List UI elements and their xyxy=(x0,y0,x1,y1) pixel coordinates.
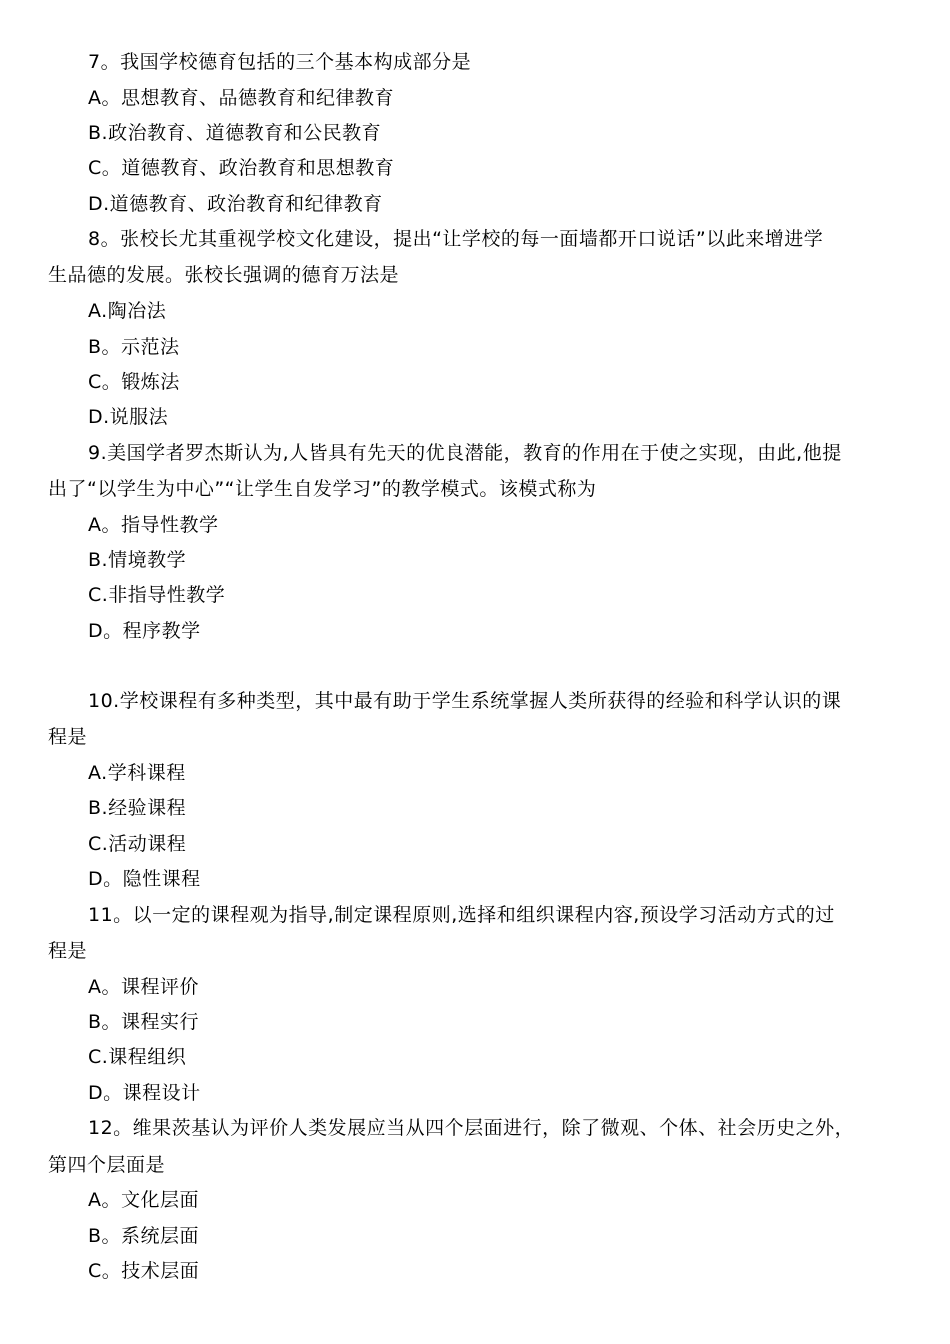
question-7-option-c: C。道德教育、政治教育和思想教育 xyxy=(88,157,395,179)
question-8-option-c: C。锻炼法 xyxy=(88,371,180,393)
question-10-option-d: D。隐性课程 xyxy=(88,868,201,890)
question-12-option-a: A。文化层面 xyxy=(88,1189,199,1211)
question-10-option-a: A.学科课程 xyxy=(88,762,186,784)
question-11-stem: 11。以一定的课程观为指导,制定课程原则,选择和组织课程内容,预设学习活动方式的过 xyxy=(88,904,835,926)
question-7-stem: 7。我国学校德育包括的三个基本构成部分是 xyxy=(88,51,472,73)
question-9-option-b: B.情境教学 xyxy=(88,549,187,571)
question-10-option-c: C.活动课程 xyxy=(88,833,187,855)
question-9-stem: 9.美国学者罗杰斯认为,人皆具有先天的优良潜能，教育的作用在于使之实现，由此,他提 xyxy=(88,442,842,464)
question-8-option-a: A.陶冶法 xyxy=(88,300,167,322)
question-8-stem-continued: 生品德的发展。张校长强调的德育万法是 xyxy=(48,264,400,286)
question-10-stem: 10.学校课程有多种类型，其中最有助于学生系统掌握人类所获得的经验和科学认识的课 xyxy=(88,690,842,712)
question-7-option-a: A。思想教育、品德教育和纪律教育 xyxy=(88,87,394,109)
question-9-option-c: C.非指导性教学 xyxy=(88,584,226,606)
question-7-option-b: B.政治教育、道德教育和公民教育 xyxy=(88,122,382,144)
question-12-option-c: C。技术层面 xyxy=(88,1260,200,1282)
question-10-stem-continued: 程是 xyxy=(48,726,88,748)
question-11-stem-continued: 程是 xyxy=(48,940,88,962)
question-11-option-d: D。课程设计 xyxy=(88,1082,201,1104)
question-12-stem: 12。维果茨基认为评价人类发展应当从四个层面进行，除了微观、个体、社会历史之外， xyxy=(88,1117,855,1139)
question-9-option-d: D。程序教学 xyxy=(88,620,201,642)
question-12-stem-continued: 第四个层面是 xyxy=(48,1154,166,1176)
question-12-option-b: B。系统层面 xyxy=(88,1225,200,1247)
question-11-option-c: C.课程组织 xyxy=(88,1046,187,1068)
question-11-option-a: A。课程评价 xyxy=(88,976,199,998)
question-8-option-b: B。示范法 xyxy=(88,336,180,358)
question-8-option-d: D.说服法 xyxy=(88,406,169,428)
question-11-option-b: B。课程实行 xyxy=(88,1011,200,1033)
question-9-stem-continued: 出了“以学生为中心”“让学生自发学习”的教学模式。该模式称为 xyxy=(48,478,597,500)
question-8-stem: 8。张校长尤其重视学校文化建设，提出“让学校的每一面墙都开口说话”以此来增进学 xyxy=(88,228,824,250)
question-7-option-d: D.道德教育、政治教育和纪律教育 xyxy=(88,193,383,215)
question-9-option-a: A。指导性教学 xyxy=(88,514,219,536)
question-10-option-b: B.经验课程 xyxy=(88,797,187,819)
